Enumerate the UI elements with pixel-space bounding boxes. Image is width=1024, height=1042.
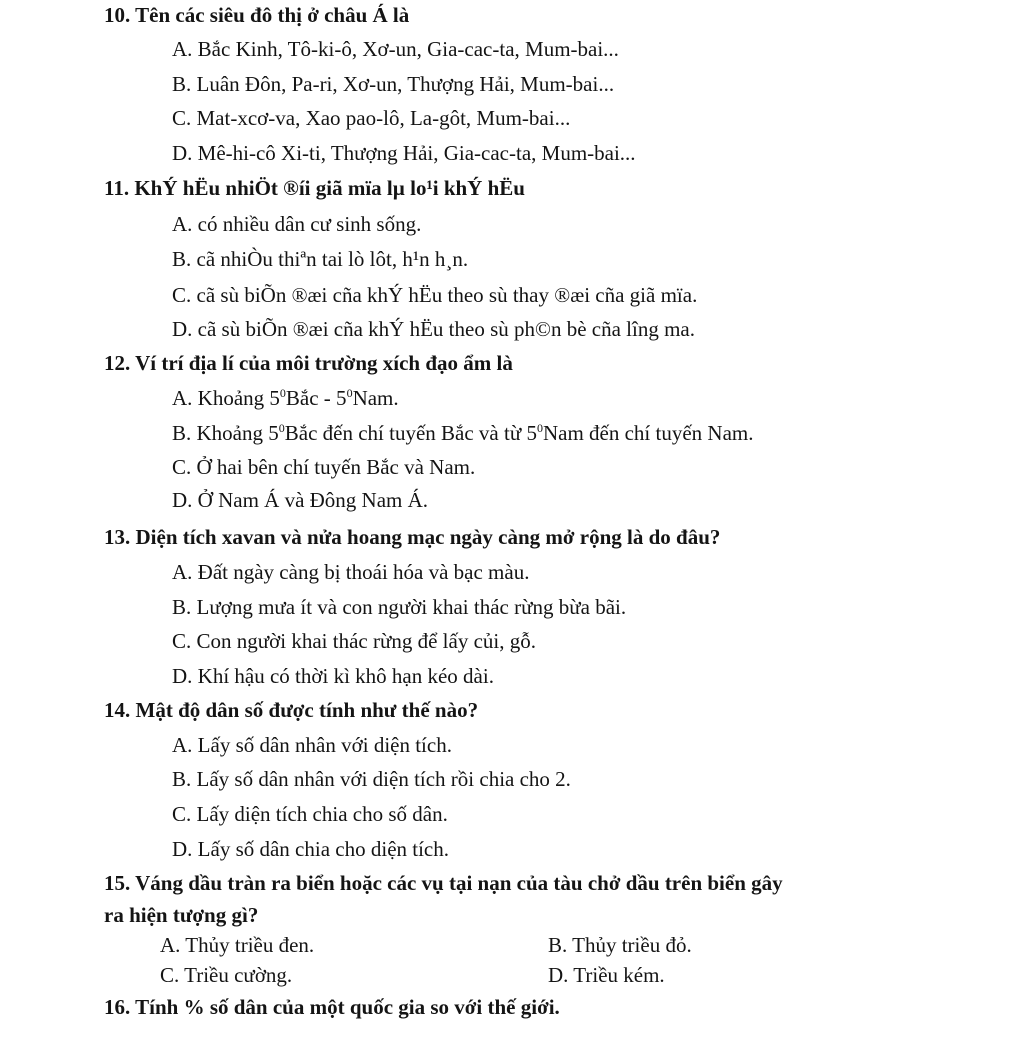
question-13-option-b: B. Lượng mưa ít và con người khai thác rừng bừa bãi.: [172, 595, 627, 619]
question-15-stem-line-1: 15. Váng dầu tràn ra biển hoặc các vụ tại nạn của tàu chở dầu trên biển gây: [104, 871, 783, 895]
question-16-stem: 16. Tính % số dân của một quốc gia so với thế giới.: [104, 995, 560, 1019]
question-13-option-d: D. Khí hậu có thời kì khô hạn kéo dài.: [172, 664, 494, 688]
question-12-option-a: A. Khoảng $5^0Bắc - 5^0Nam$.: [172, 386, 399, 410]
question-14-stem: 14. Mật độ dân số được tính như thế nào?: [104, 698, 479, 722]
question-15-option-a: A. Thủy triều đen.: [160, 933, 315, 957]
question-14-option-d: D. Lấy số dân chia cho diện tích.: [172, 837, 449, 861]
question-10-option-d: D. Mê-hi-cô Xi-ti, Thượng Hải, Gia-cac-ta, Mum-bai...: [172, 141, 636, 165]
question-15-option-b: B. Thủy triều đỏ.: [548, 933, 692, 957]
question-10-option-c: C. Mat-xcơ-va, Xao pao-lô, La-gôt, Mum-bai...: [172, 106, 571, 130]
question-11-option-b: B. cã nhiÒu thiªn tai lò lôt, h¹n h¸n.: [172, 247, 469, 271]
question-15-stem-line-2: ra hiện tượng gì?: [104, 903, 259, 927]
question-11-option-c: C. cã sù biÕn ®æi cña khÝ hËu theo sù thay ®æi cña giã mïa.: [172, 283, 698, 307]
question-10-stem: 10. Tên các siêu đô thị ở châu Á là: [104, 3, 410, 27]
question-10-option-b: B. Luân Đôn, Pa-ri, Xơ-un, Thượng Hải, Mum-bai...: [172, 72, 615, 96]
question-12-option-b: B. Khoảng $5^0Bắc$ đến chí tuyến Bắc và từ $5^0Nam$ đến chí tuyến Nam.: [172, 421, 754, 445]
question-15-option-d: D. Triều kém.: [548, 963, 665, 987]
question-11-option-a: A. có nhiều dân cư sinh sống.: [172, 212, 422, 236]
question-13-stem: 13. Diện tích xavan và nửa hoang mạc ngày càng mở rộng là do đâu?: [104, 525, 721, 549]
question-11-option-d: D. cã sù biÕn ®æi cña khÝ hËu theo sù ph©n bè cña lîng ma.: [172, 317, 695, 341]
question-14-option-c: C. Lấy diện tích chia cho số dân.: [172, 802, 448, 826]
question-11-stem: 11. KhÝ hËu nhiÖt ®íi giã mïa lµ lo¹i khÝ hËu: [104, 176, 525, 200]
question-12-option-d: D. Ở Nam Á và Đông Nam Á.: [172, 488, 429, 512]
question-14-option-a: A. Lấy số dân nhân với diện tích.: [172, 733, 452, 757]
question-12-stem: 12. Ví trí địa lí của môi trường xích đạo ẩm là: [104, 351, 513, 375]
question-14-option-b: B. Lấy số dân nhân với diện tích rồi chia cho 2.: [172, 767, 571, 791]
question-12-option-c: C. Ở hai bên chí tuyến Bắc và Nam.: [172, 455, 476, 479]
question-15-option-c: C. Triều cường.: [160, 963, 293, 987]
question-13-option-c: C. Con người khai thác rừng để lấy củi, gỗ.: [172, 629, 536, 653]
question-13-option-a: A. Đất ngày càng bị thoái hóa và bạc màu.: [172, 560, 530, 584]
question-10-option-a: A. Bắc Kinh, Tô-ki-ô, Xơ-un, Gia-cac-ta, Mum-bai...: [172, 37, 619, 61]
